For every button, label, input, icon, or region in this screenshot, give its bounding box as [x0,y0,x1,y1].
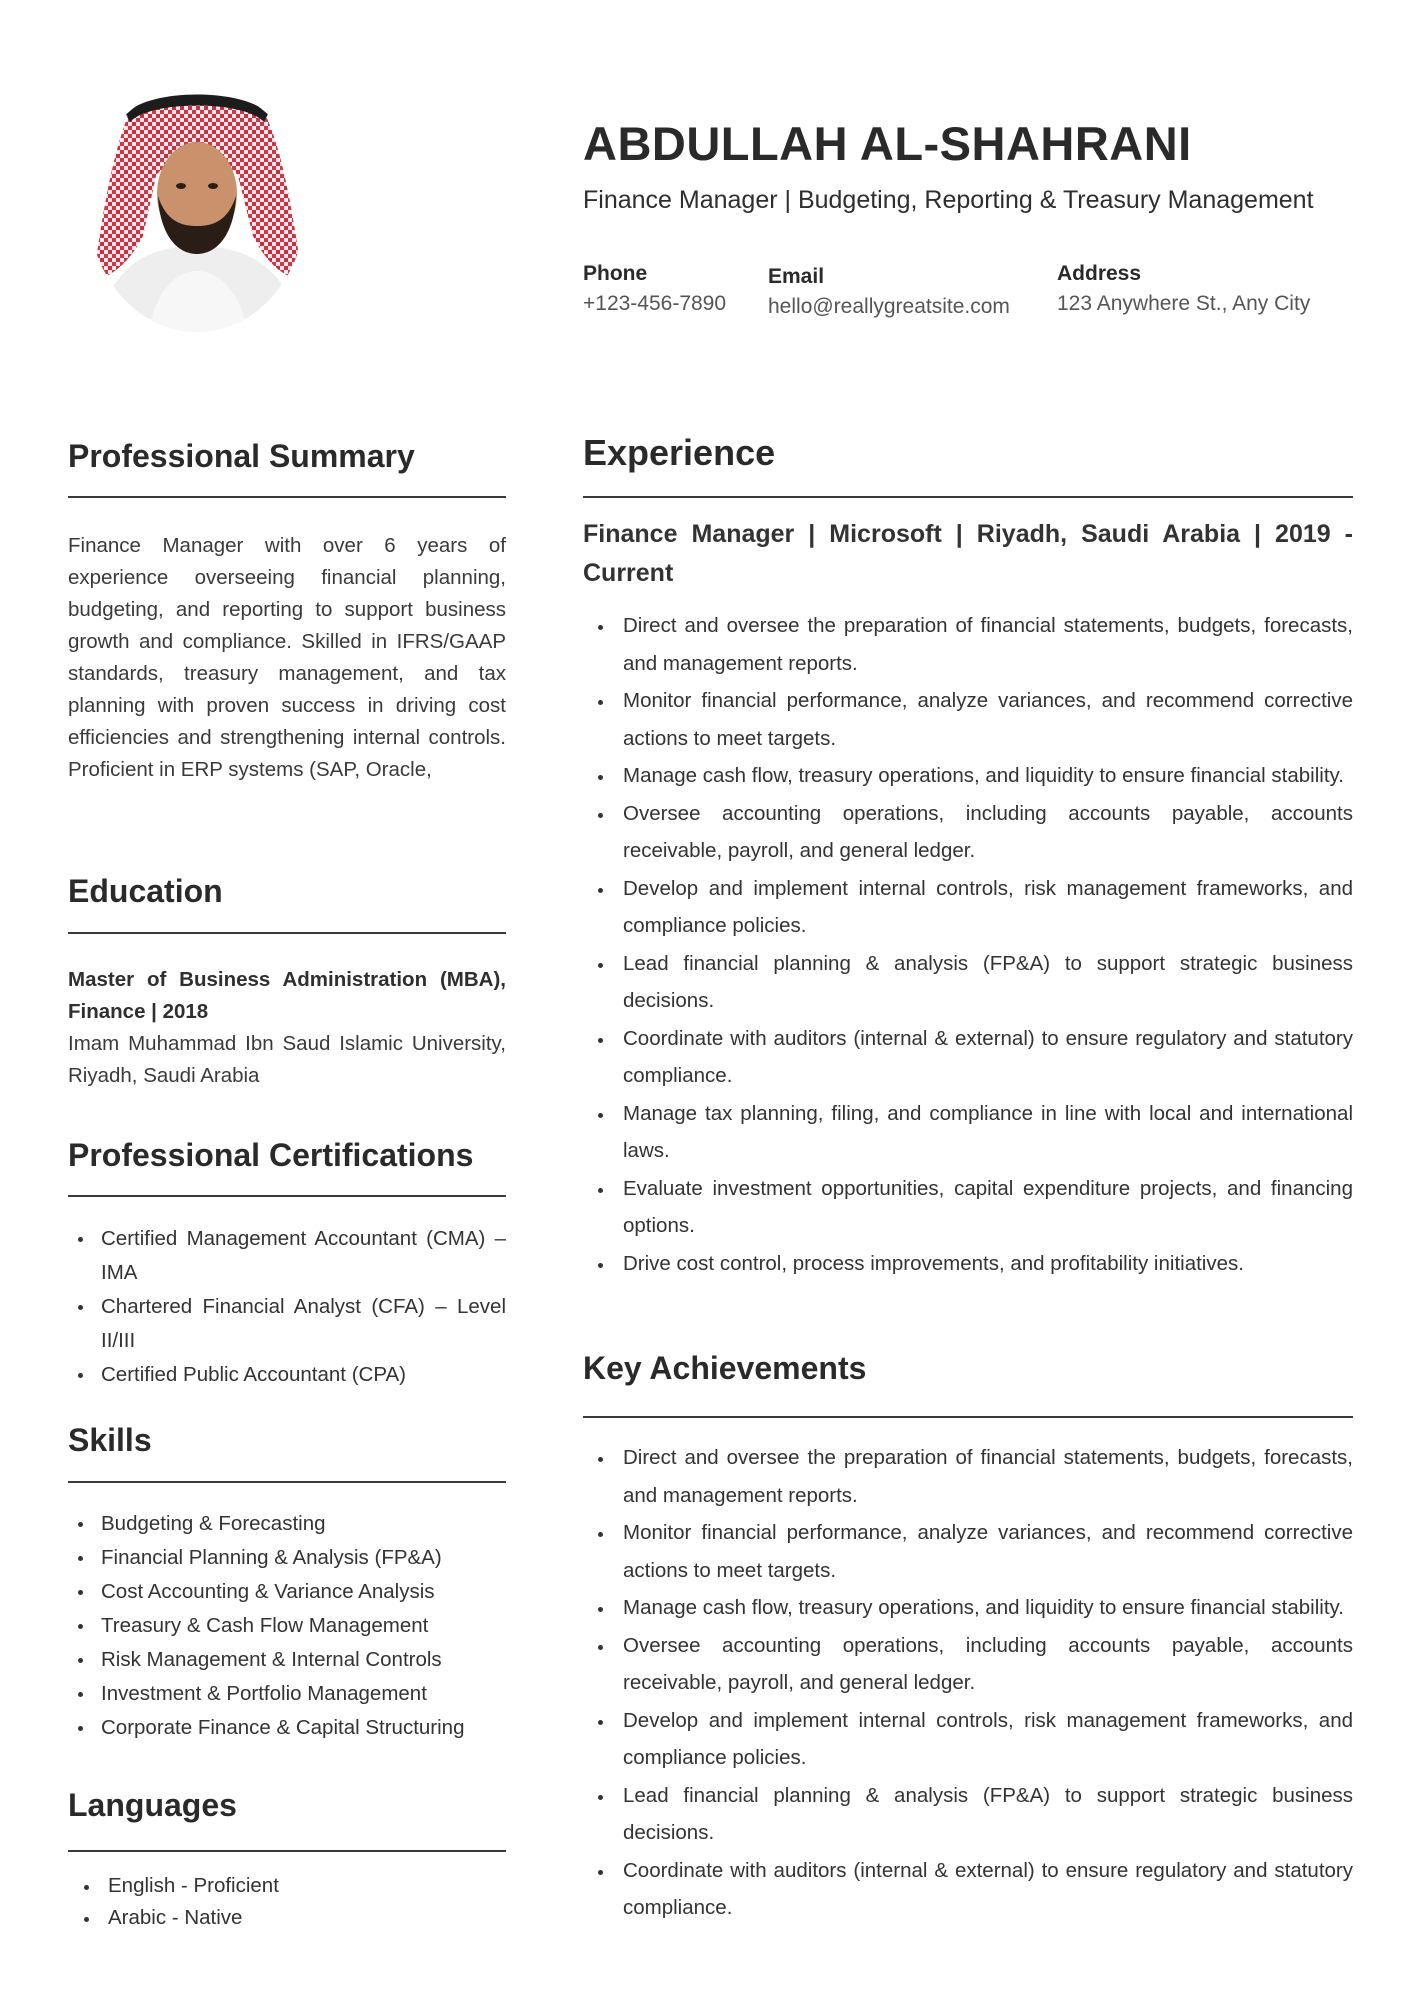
experience-section [583,432,1353,474]
phone-value: +123-456-7890 [583,292,727,315]
summary-title: Professional Summary [68,438,415,474]
experience-list [583,607,1353,1282]
list-item: Coordinate with auditors (internal & external) to ensure regulatory and statutory compliance. [583,1020,1353,1095]
languages-list [68,1870,506,1934]
list-item: Manage tax planning, filing, and compliance in line with local and international laws. [583,1095,1353,1170]
skills-section [68,1422,506,1459]
summary-divider [68,496,506,498]
list-item: Certified Management Accountant (CMA) – IMA [68,1222,506,1290]
achievements-title: Key Achievements [583,1350,867,1386]
list-item: Evaluate investment opportunities, capital expenditure projects, and financing options. [583,1170,1353,1245]
list-item: Manage cash flow, treasury operations, and liquidity to ensure financial stability. [583,1589,1353,1627]
summary-text: Finance Manager with over 6 years of experience overseeing financial planning, budgeting, and reporting to support business growth and compliance. Skilled in IFRS/GAAP standards, treasury management, and tax planning with proven success in driving cost efficiencies and strengthening internal controls. Proficient in ERP systems (SAP, Oracle, [68,534,506,781]
education-entry [68,964,506,1092]
list-item: Lead financial planning & analysis (FP&A) to support strategic business decisions. [583,1777,1353,1852]
email-label: Email [768,265,825,288]
list-item: Develop and implement internal controls, risk management frameworks, and compliance policies. [583,1702,1353,1777]
list-item: Coordinate with auditors (internal & external) to ensure regulatory and statutory compliance. [583,1852,1353,1927]
languages-section [68,1787,506,1824]
list-item: Investment & Portfolio Management [68,1677,506,1711]
list-item: Direct and oversee the preparation of financial statements, budgets, forecasts, and management reports. [583,1439,1353,1514]
list-item: Certified Public Accountant (CPA) [68,1358,506,1392]
education-divider [68,932,506,934]
certifications-list [68,1222,506,1392]
achievements-list [583,1439,1353,1927]
list-item: English - Proficient [68,1870,506,1902]
experience-title: Experience [583,432,776,473]
list-item: Manage cash flow, treasury operations, and liquidity to ensure financial stability. [583,757,1353,795]
list-item: Treasury & Cash Flow Management [68,1609,506,1643]
education-school: Imam Muhammad Ibn Saud Islamic University, Riyadh, Saudi Arabia [68,1032,506,1087]
profile-photo [88,86,306,332]
skills-list [68,1507,506,1745]
list-item: Chartered Financial Analyst (CFA) – Level II/III [68,1290,506,1358]
certifications-section [68,1137,506,1174]
phone-label: Phone [583,262,648,285]
contact-email [768,265,1010,319]
contact-address [1057,262,1310,316]
address-value: 123 Anywhere St., Any City [1057,292,1311,315]
summary-section [68,438,506,475]
education-degree: Master of Business Administration (MBA), Finance | 2018 [68,968,506,1023]
certifications-title: Professional Certifications [68,1137,474,1173]
list-item: Develop and implement internal controls, risk management frameworks, and compliance policies. [583,870,1353,945]
achievements-divider [583,1416,1353,1418]
list-item: Lead financial planning & analysis (FP&A) to support strategic business decisions. [583,945,1353,1020]
achievements-section [583,1350,1353,1387]
list-item: Cost Accounting & Variance Analysis [68,1575,506,1609]
job-title: Finance Manager | Microsoft | Riyadh, Saudi Arabia | 2019 - Current [583,520,1353,587]
skills-divider [68,1481,506,1483]
education-section [68,873,506,910]
list-item: Monitor financial performance, analyze variances, and recommend corrective actions to meet targets. [583,1514,1353,1589]
list-item: Direct and oversee the preparation of financial statements, budgets, forecasts, and management reports. [583,607,1353,682]
list-item: Oversee accounting operations, including accounts payable, accounts receivable, payroll, and general ledger. [583,1627,1353,1702]
list-item: Corporate Finance & Capital Structuring [68,1711,506,1745]
list-item: Arabic - Native [68,1902,506,1934]
certifications-divider [68,1195,506,1197]
address-label: Address [1057,262,1142,285]
list-item: Budgeting & Forecasting [68,1507,506,1541]
languages-divider [68,1850,506,1852]
list-item: Risk Management & Internal Controls [68,1643,506,1677]
list-item: Monitor financial performance, analyze variances, and recommend corrective actions to meet targets. [583,682,1353,757]
education-title: Education [68,873,223,909]
list-item: Financial Planning & Analysis (FP&A) [68,1541,506,1575]
candidate-name: ABDULLAH AL-SHAHRANI [583,117,1192,170]
list-item: Drive cost control, process improvements, and profitability initiatives. [583,1245,1353,1283]
contact-phone [583,262,726,316]
candidate-headline: Finance Manager | Budgeting, Reporting & Treasury Management [583,186,1314,214]
experience-divider [583,496,1353,498]
list-item: Oversee accounting operations, including accounts payable, accounts receivable, payroll, and general ledger. [583,795,1353,870]
email-value: hello@reallygreatsite.com [768,295,1010,318]
languages-title: Languages [68,1787,237,1823]
skills-title: Skills [68,1422,152,1458]
